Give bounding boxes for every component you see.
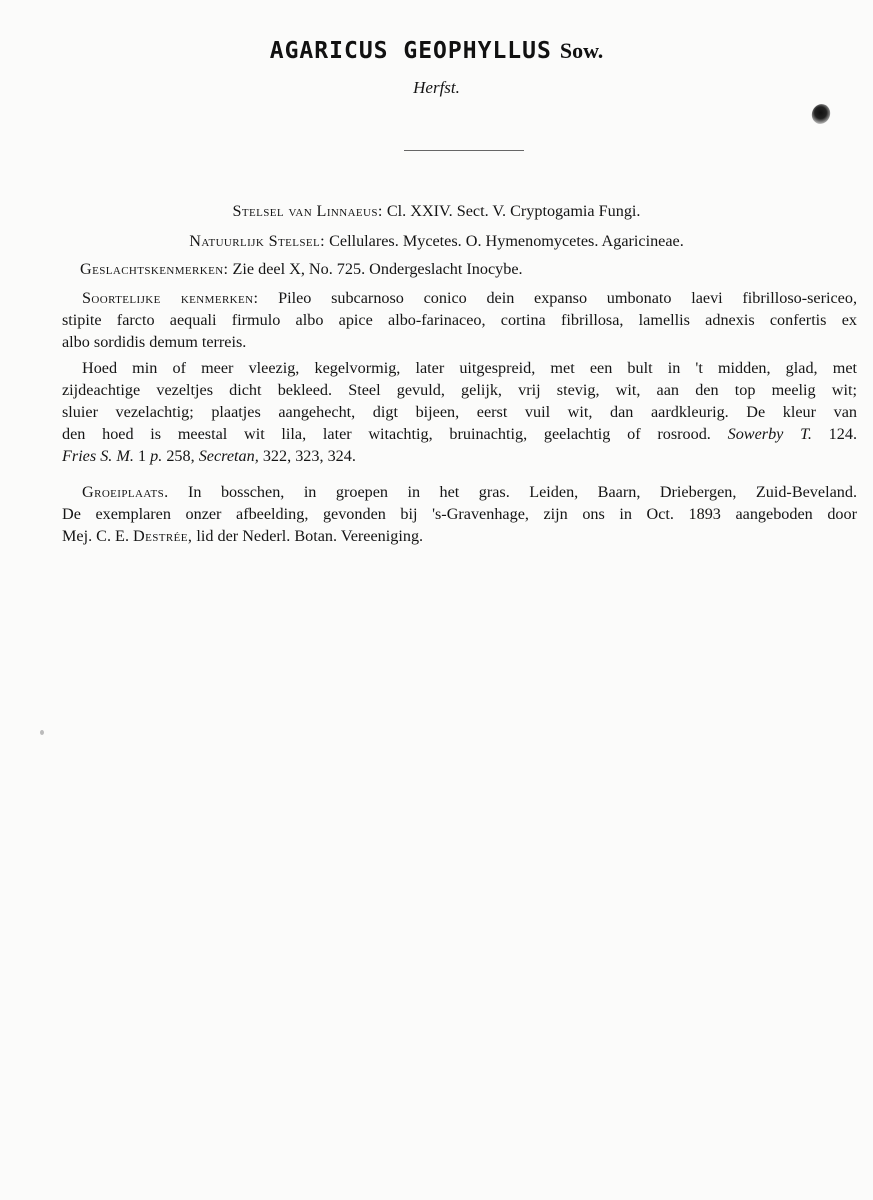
description-line-2: zijdeachtige vezeltjes dicht bekleed. Steel gevuld, gelijk, vrij stevig, wit, aan den top meelig wit; — [62, 381, 857, 399]
genus-label: Geslachtskenmerken: — [80, 260, 229, 278]
page-abbrev: p. — [150, 447, 163, 465]
season-subtitle: Herfst. — [413, 78, 460, 97]
description-line-4-text: den hoed is meestal wit lila, later witachtig, bruinachtig, geelachtig of rosrood. — [62, 425, 711, 443]
habitat-line-2: De exemplaren onzer afbeelding, gevonden bij 's-Gravenhage, zijn ons in Oct. 1893 aangeboden door — [62, 505, 857, 523]
sowerby-number: 124. — [828, 425, 857, 443]
species-name: AGARICUS GEOPHYLLUS — [269, 38, 552, 64]
natural-system-text: Cellulares. Mycetes. O. Hymenomycetes. Agaricineae. — [329, 232, 684, 250]
fries-page: 258, — [166, 447, 195, 465]
habitat-label: Groeiplaats. — [82, 483, 169, 501]
species-line-3: albo sordidis demum terreis. — [62, 333, 247, 351]
habitat-line-1 — [62, 481, 857, 503]
sowerby-reference: Sowerby T. — [727, 425, 812, 443]
paper-speck — [40, 730, 44, 735]
description-line-3: sluier vezelachtig; plaatjes aangehecht, digt bijeen, eerst vuil wit, dan aardkleurig. De kleur van — [62, 403, 857, 421]
habitat-line-3 — [62, 525, 857, 547]
habitat-paragraph — [62, 481, 857, 547]
fries-volume: 1 — [137, 447, 147, 465]
genus-text: Zie deel X, No. 725. Ondergeslacht Inocybe. — [232, 260, 523, 278]
description-line-5 — [62, 445, 857, 467]
description-line-4 — [62, 423, 857, 445]
secretan-numbers: 322, 323, 324. — [262, 447, 356, 465]
species-line-1-text: Pileo subcarnoso conico dein expanso umbonato laevi fibrilloso-sericeo, — [278, 289, 857, 307]
secretan-reference: Secretan, — [198, 447, 259, 465]
linnaeus-line — [0, 200, 873, 222]
species-label: Soortelijke kenmerken: — [82, 289, 259, 307]
habitat-line-3-post: lid der Nederl. Botan. Vereeniging. — [196, 527, 424, 545]
page-title — [0, 38, 873, 64]
ink-smudge — [809, 101, 834, 127]
habitat-line-3-pre: Mej. C. E. — [62, 527, 129, 545]
natural-system-line — [0, 230, 873, 252]
description-line-1: Hoed min of meer vleezig, kegelvormig, later uitgespreid, met een bult in 't midden, glad, met — [82, 359, 857, 377]
species-line-1 — [62, 287, 857, 309]
linnaeus-label: Stelsel van Linnaeus: — [232, 202, 383, 220]
species-author: Sow. — [559, 38, 604, 63]
natural-system-label: Natuurlijk Stelsel: — [189, 232, 326, 250]
title-divider — [404, 150, 524, 151]
genus-line — [80, 258, 523, 280]
species-paragraph — [62, 287, 857, 353]
donor-name: Destrée, — [133, 527, 193, 545]
habitat-line-1-text: In bosschen, in groepen in het gras. Leiden, Baarn, Driebergen, Zuid-Beveland. — [188, 483, 858, 501]
linnaeus-text: Cl. XXIV. Sect. V. Cryptogamia Fungi. — [386, 202, 641, 220]
description-paragraph — [62, 357, 857, 467]
fries-reference: Fries S. M. — [62, 447, 134, 465]
species-line-2: stipite farcto aequali firmulo albo apice albo-farinaceo, cortina fibrillosa, lamellis adnexis confertis ex — [62, 311, 857, 329]
